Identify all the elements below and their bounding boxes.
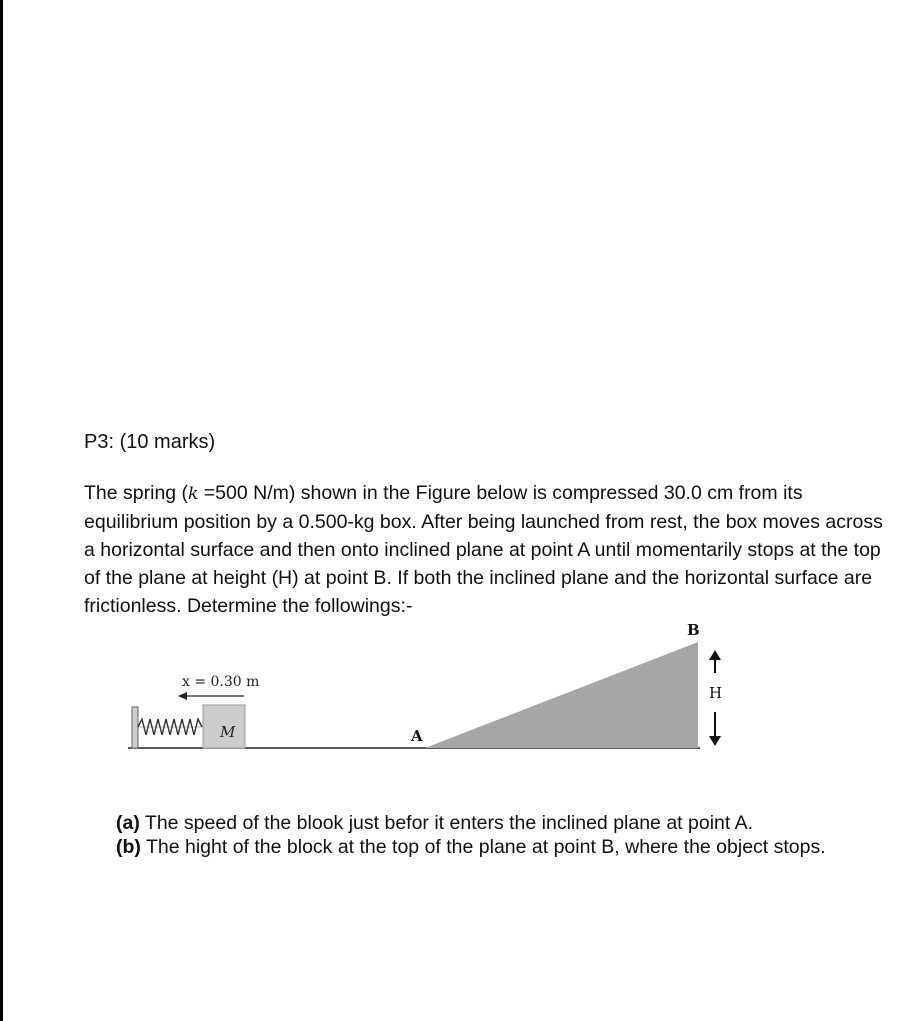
- height-label: H: [709, 684, 723, 702]
- point-b-label: B: [687, 621, 700, 639]
- compression-arrow-head: [178, 692, 187, 700]
- question-a: [116, 811, 826, 835]
- mass-label: M: [220, 723, 236, 741]
- question-b-label: (b): [116, 836, 141, 858]
- page-left-border: [0, 0, 3, 1021]
- question-b-text: The hight of the block at the top of the plane at point B, where the object stops.: [140, 836, 826, 858]
- problem-title: P3: (10 marks): [84, 431, 216, 453]
- spring-constant-symbol: k: [188, 484, 199, 504]
- problem-text-part-2: =500 N/m) shown in the Figure below is compressed 30.0 cm from its equilibrium position by a 0.500-kg box. After being launched from rest, the box moves across a horizontal surface and then onto inclined plane at point A until momentarily stops at the top of the plane at height (H) at point B. If both the inclined plane and the horizontal surface are frictionless. Determine the followings:-: [84, 482, 883, 617]
- point-a-label: A: [411, 727, 423, 745]
- problem-text-part-1: The spring (: [84, 482, 189, 504]
- spring-incline-figure: [120, 615, 740, 775]
- question-list: [116, 811, 826, 859]
- wall: [132, 707, 138, 748]
- question-a-text: The speed of the blook just befor it enters the inclined plane at point A.: [139, 812, 754, 834]
- problem-statement: [84, 479, 899, 620]
- question-a-label: (a): [116, 812, 140, 834]
- height-arrow-up-head: [709, 650, 721, 660]
- question-b: [116, 835, 826, 859]
- inclined-plane: [425, 642, 698, 748]
- compression-label: x = 0.30 m: [182, 674, 260, 690]
- height-arrow-down-head: [709, 736, 721, 746]
